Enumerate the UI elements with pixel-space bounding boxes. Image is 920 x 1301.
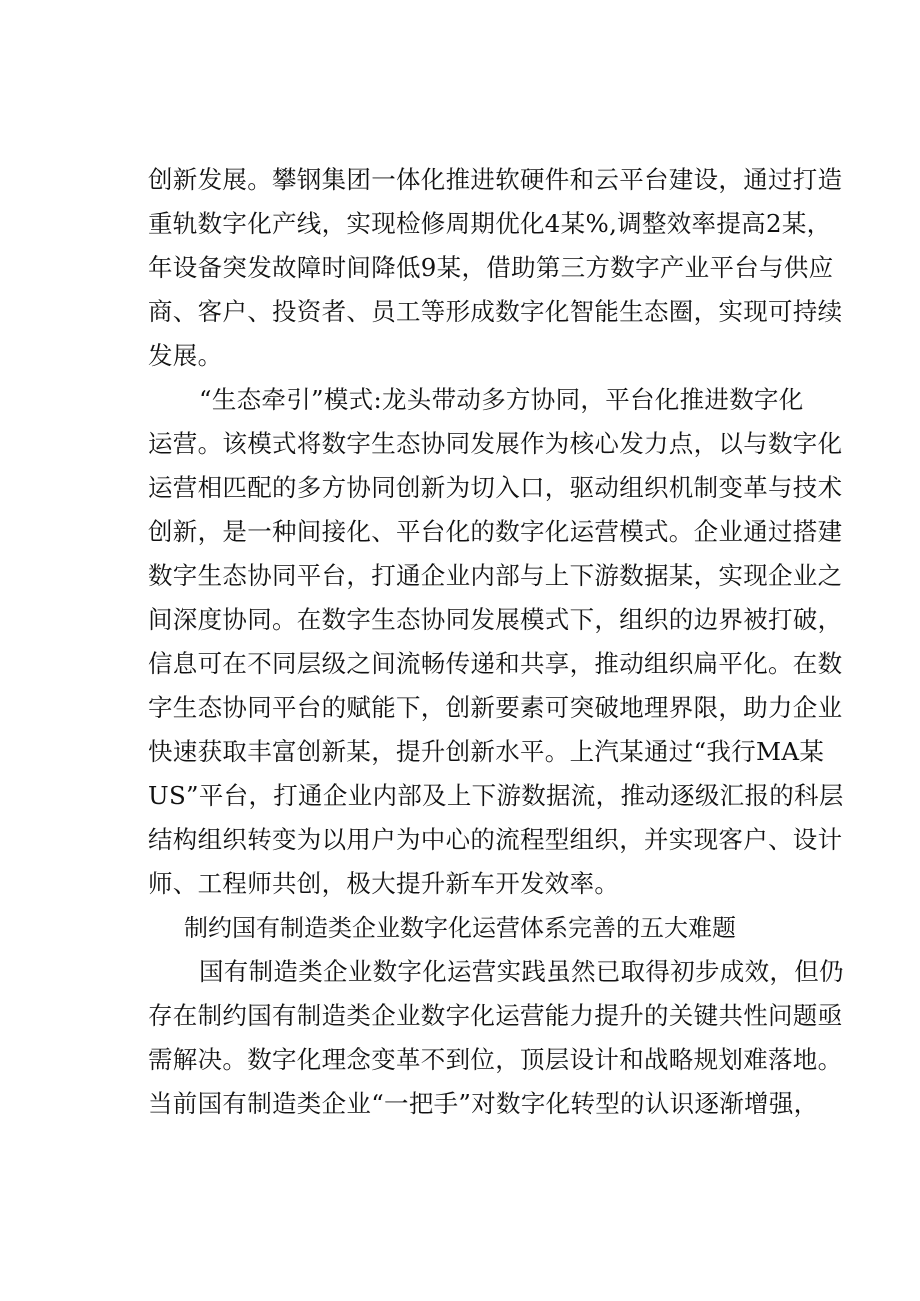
paragraph-line: US”平台，打通企业内部及上下游数据流，推动逐级汇报的科层 <box>148 781 844 810</box>
paragraph-line: 存在制约国有制造类企业数字化运营能力提升的关键共性问题亟 <box>148 1001 843 1030</box>
paragraph-line: 字生态协同平台的赋能下，创新要素可突破地理界限，助力企业 <box>148 693 843 722</box>
paragraph-line: 国有制造类企业数字化运营实践虽然已取得初步成效，但仍 <box>199 957 844 986</box>
paragraph-line: 创新，是一种间接化、平台化的数字化运营模式。企业通过搭建 <box>148 517 843 546</box>
paragraph-line: 师、工程师共创，极大提升新车开发效率。 <box>148 869 620 898</box>
paragraph-line: 需解决。数字化理念变革不到位，顶层设计和战略规划难落地。 <box>148 1045 843 1074</box>
paragraph-line: 创新发展。攀钢集团一体化推进软硬件和云平台建设，通过打造 <box>148 165 843 194</box>
section-heading: 制约国有制造类企业数字化运营体系完善的五大难题 <box>184 914 736 942</box>
paragraph-line: 重轨数字化产线，实现检修周期优化4某%,调整效率提高2某， <box>148 209 832 238</box>
paragraph-line: 快速获取丰富创新某，提升创新水平。上汽某通过“我行MA某 <box>148 737 825 766</box>
paragraph-line: 数字生态协同平台，打通企业内部与上下游数据某，实现企业之 <box>148 561 843 590</box>
paragraph-line: 信息可在不同层级之间流畅传递和共享，推动组织扁平化。在数 <box>148 649 843 678</box>
paragraph-line: “生态牵引”模式:龙头带动多方协同，平台化推进数字化 <box>199 385 804 414</box>
paragraph-line: 当前国有制造类企业“一把手”对数字化转型的认识逐渐增强， <box>148 1089 819 1118</box>
paragraph-line: 间深度协同。在数字生态协同发展模式下，组织的边界被打破， <box>148 605 843 634</box>
paragraph-line: 运营相匹配的多方协同创新为切入口，驱动组织机制变革与技术 <box>148 473 843 502</box>
paragraph-line: 商、客户、投资者、员工等形成数字化智能生态圈，实现可持续 <box>148 297 843 326</box>
paragraph-line: 年设备突发故障时间降低9某，借助第三方数字产业平台与供应 <box>148 253 834 282</box>
paragraph-line: 结构组织转变为以用户为中心的流程型组织，并实现客户、设计 <box>148 825 843 854</box>
paragraph-line: 运营。该模式将数字生态协同发展作为核心发力点，以与数字化 <box>148 429 843 458</box>
paragraph-line: 发展。 <box>148 341 223 370</box>
